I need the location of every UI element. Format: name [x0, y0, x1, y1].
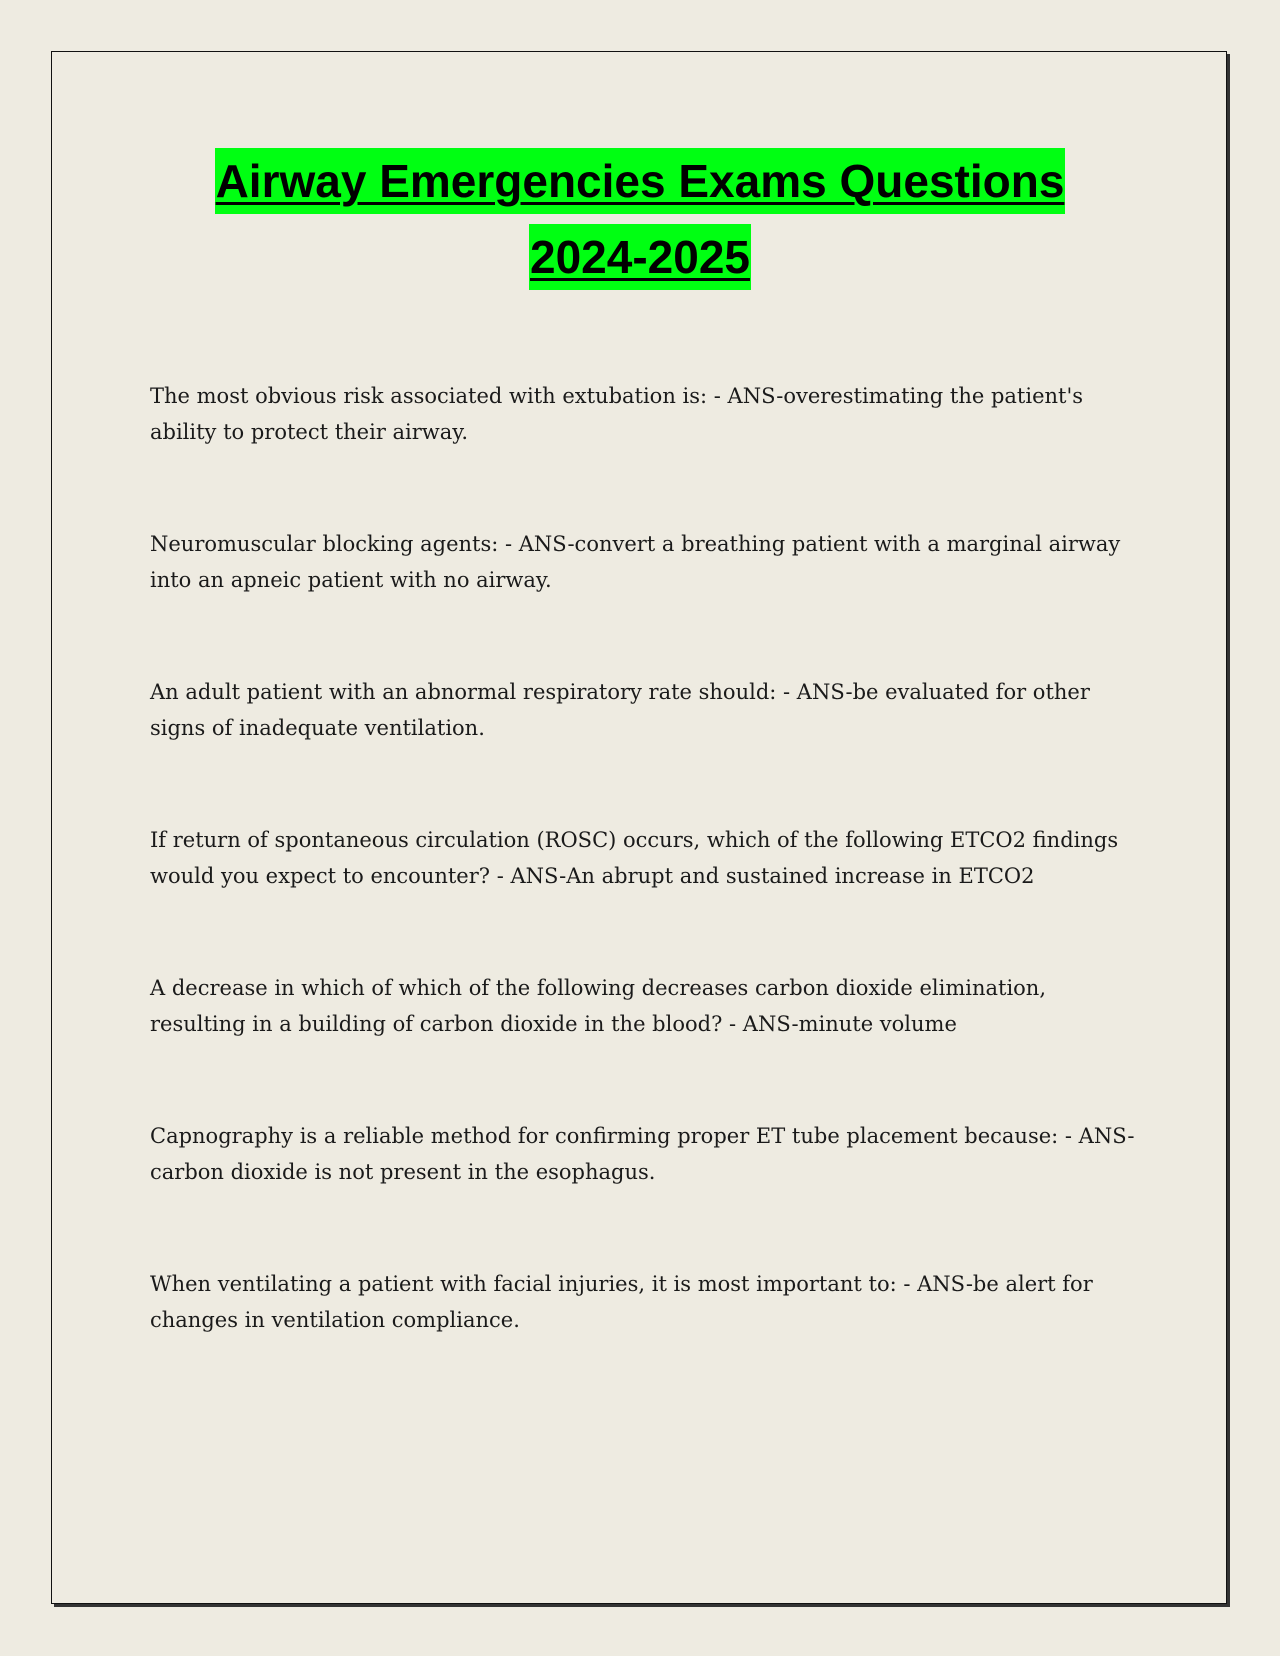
document-title	[0, 148, 1280, 300]
title-line-2: 2024-2025	[529, 224, 751, 290]
qa-item-4: If return of spontaneous circulation (ROSC) occurs, which of the following ETCO2 findings would you expect to encounter? - ANS-An abrupt and sustained increase in ETCO2	[150, 828, 1119, 888]
qa-item-3: An adult patient with an abnormal respiratory rate should: - ANS-be evaluated for other signs of inadequate ventilation.	[150, 680, 1090, 740]
qa-item-2: Neuromuscular blocking agents: - ANS-convert a breathing patient with a marginal airway into an apneic patient with no airway.	[150, 532, 1121, 592]
qa-item-7: When ventilating a patient with facial injuries, it is most important to: - ANS-be alert for changes in ventilation compliance.	[150, 1272, 1093, 1332]
qa-item-6: Capnography is a reliable method for confirming proper ET tube placement because: - ANS-carbon dioxide is not present in the esophagus.	[150, 1124, 1135, 1184]
qa-item-5: A decrease in which of which of the following decreases carbon dioxide elimination, resulting in a building of carbon dioxide in the blood? - ANS-minute volume	[150, 976, 1047, 1036]
qa-item-1: The most obvious risk associated with extubation is: - ANS-overestimating the patient's ability to protect their airway.	[150, 384, 1084, 444]
title-line-1: Airway Emergencies Exams Questions	[215, 148, 1066, 214]
question-answer-list	[150, 378, 1140, 1338]
